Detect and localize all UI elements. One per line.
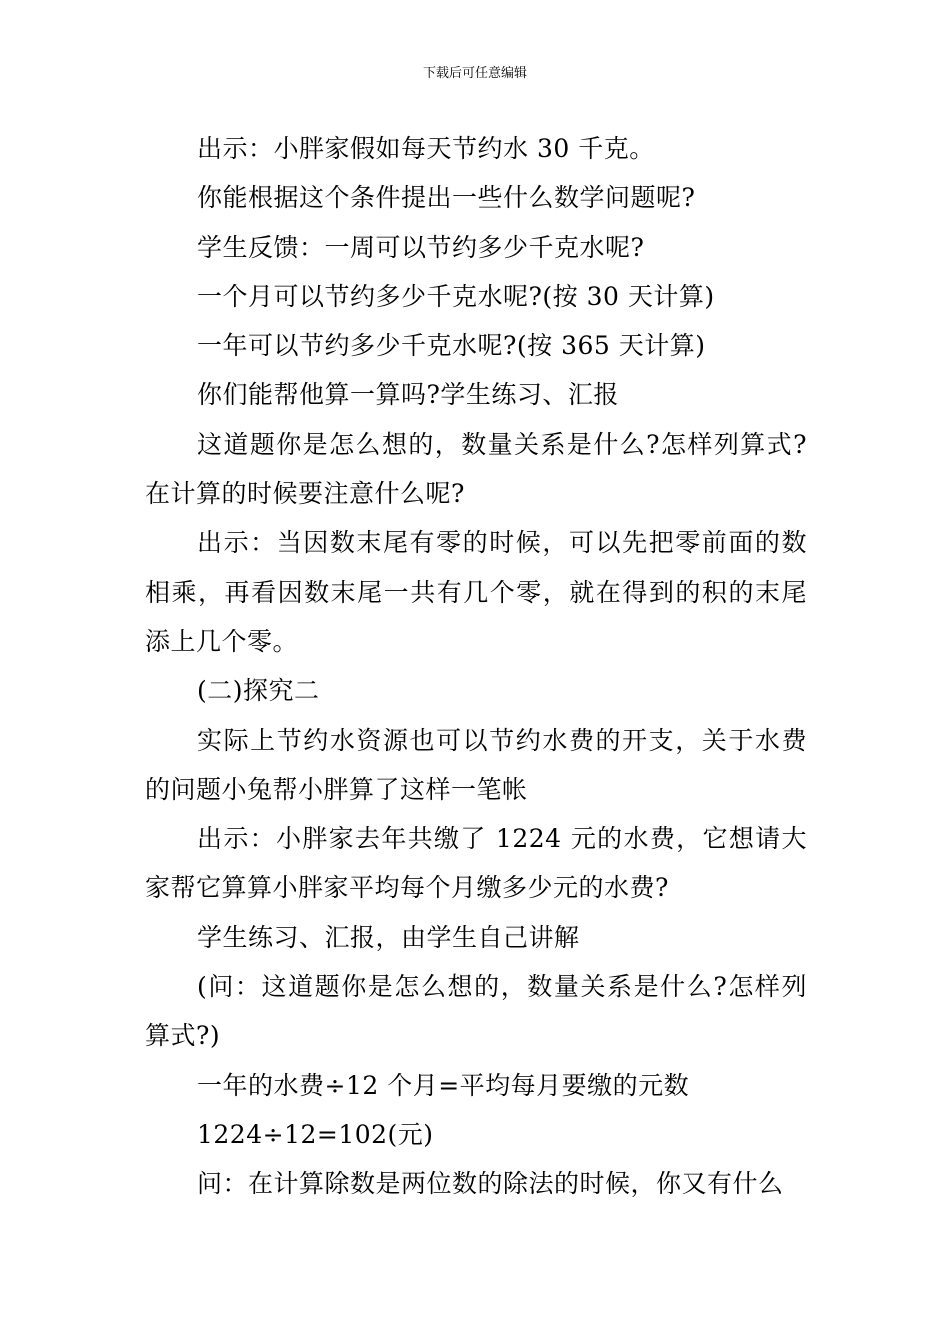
paragraph-thinking-question: 这道题你是怎么想的，数量关系是什么?怎样列算式?在计算的时候要注意什么呢? xyxy=(145,429,807,509)
document-body xyxy=(145,124,807,1209)
paragraph-final-question: 问：在计算除数是两位数的除法的时候，你又有什么 xyxy=(197,1169,784,1199)
page-header-note: 下载后可任意编辑 xyxy=(422,66,527,81)
paragraph-student-feedback-week: 学生反馈：一周可以节约多少千克水呢? xyxy=(197,232,645,262)
paragraph-ask-relation: (问：这道题你是怎么想的，数量关系是什么?怎样列算式?) xyxy=(145,972,807,1051)
paragraph-water-fee-problem: 出示：小胖家去年共缴了 1224 元的水费，它想请大家帮它算算小胖家平均每个月缴多少元的水费? xyxy=(145,824,807,903)
section-heading-explore-two: (二)探究二 xyxy=(197,676,320,706)
paragraph-quantity-relation: 一年的水费÷12 个月=平均每月要缴的元数 xyxy=(197,1070,690,1100)
paragraph-water-fee-intro: 实际上节约水资源也可以节约水费的开支，关于水费的问题小兔帮小胖算了这样一笔帐 xyxy=(145,725,807,804)
paragraph-pose-question: 你能根据这个条件提出一些什么数学问题呢? xyxy=(197,183,696,213)
paragraph-month-question: 一个月可以节约多少千克水呢?(按 30 天计算) xyxy=(197,281,715,311)
paragraph-equation: 1224÷12=102(元) xyxy=(197,1119,434,1149)
paragraph-student-report: 学生练习、汇报，由学生自己讲解 xyxy=(197,922,580,952)
paragraph-zero-rule: 出示：当因数末尾有零的时候，可以先把零前面的数相乘，再看因数末尾一共有几个零，就在得到的积的末尾添上几个零。 xyxy=(145,528,807,656)
paragraph-year-question: 一年可以节约多少千克水呢?(按 365 天计算) xyxy=(197,331,706,361)
paragraph-help-calculate: 你们能帮他算一算吗?学生练习、汇报 xyxy=(197,380,619,410)
paragraph-show-water-saving: 出示：小胖家假如每天节约水 30 千克。 xyxy=(197,134,655,163)
